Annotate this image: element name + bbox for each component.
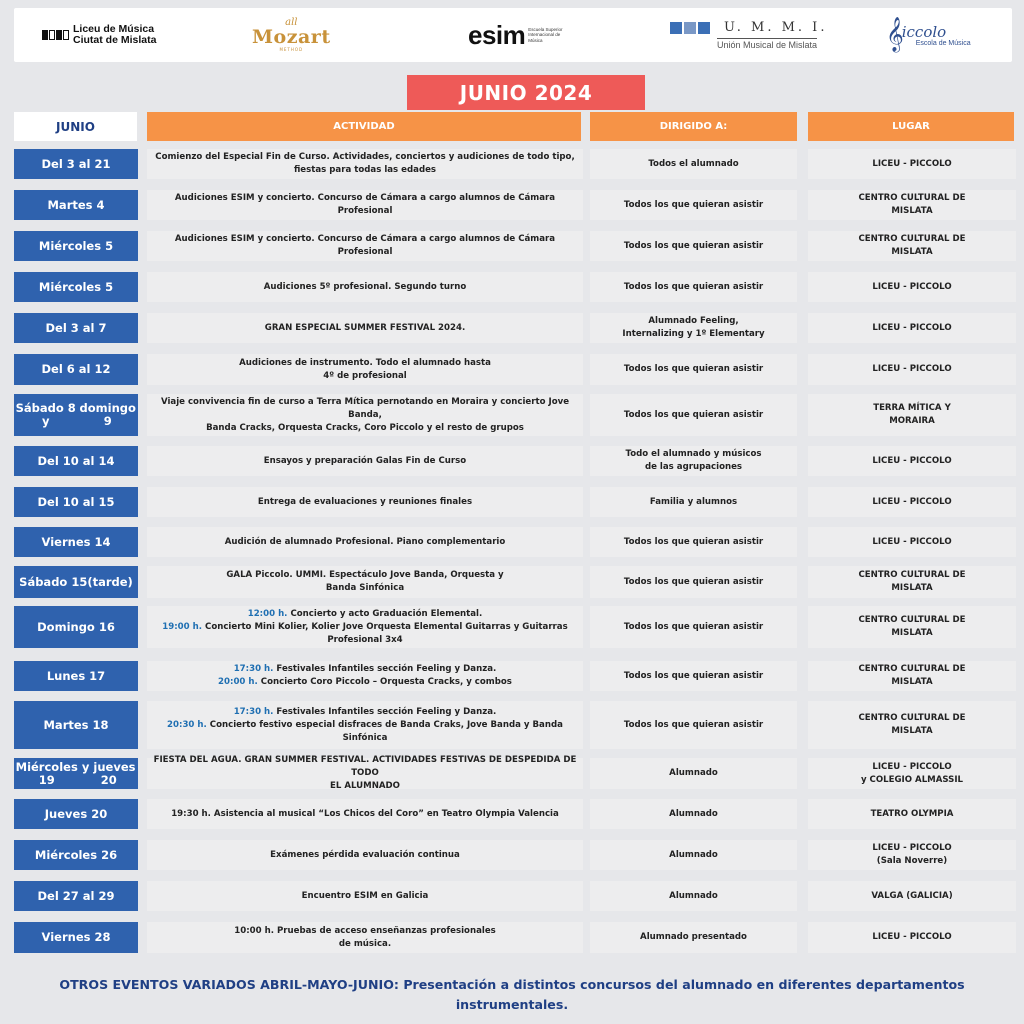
place-text: LICEU - PICCOLO bbox=[872, 322, 952, 333]
audience-text: Todos los que quieran asistir bbox=[623, 670, 764, 681]
place-text: LICEU - PICCOLO bbox=[872, 761, 952, 772]
ummi-logo bbox=[670, 8, 827, 62]
activity-text: GALA Piccolo. UMMI. Espectáculo Jove Banda, Orquesta y bbox=[226, 570, 504, 580]
activity-line bbox=[326, 582, 404, 595]
header-activity: ACTIVIDAD bbox=[147, 112, 581, 141]
header-place: LUGAR bbox=[808, 112, 1014, 141]
piccolo-name: iccolo bbox=[901, 22, 947, 41]
place-text: LICEU - PICCOLO bbox=[872, 536, 952, 547]
activity-text: Concierto Coro Piccolo – Orquesta Cracks, y combos bbox=[257, 677, 512, 687]
mozart-main: Mozart bbox=[252, 25, 331, 48]
place-text: CENTRO CULTURAL DE bbox=[858, 234, 966, 244]
activity-text: 4º de profesional bbox=[323, 370, 407, 381]
audience-text: Todos los que quieran asistir bbox=[623, 576, 764, 587]
place-cell bbox=[808, 840, 1016, 870]
date-cell bbox=[14, 394, 138, 436]
audience-text: Todos los que quieran asistir bbox=[623, 199, 764, 210]
place-text: CENTRO CULTURAL DE bbox=[858, 193, 966, 203]
footer-line2: instrumentales. bbox=[455, 997, 569, 1012]
activity-text: Encuentro ESIM en Galicia bbox=[301, 890, 429, 901]
liceu-line1: Liceu de Música bbox=[73, 23, 155, 35]
activity-line bbox=[327, 634, 402, 647]
activity-line bbox=[147, 719, 583, 745]
activity-cell bbox=[147, 190, 583, 220]
activity-text: Concierto Mini Kolier, Kolier Jove Orquesta Elemental Guitarras y Guitarras bbox=[202, 621, 568, 632]
place-text: LICEU - PICCOLO bbox=[872, 364, 952, 374]
activity-line bbox=[248, 608, 483, 621]
treble-clef-icon: 𝄞 bbox=[886, 17, 904, 52]
activity-cell bbox=[147, 354, 583, 385]
date-line: Domingo 16 bbox=[37, 619, 115, 634]
activity-text: de música. bbox=[338, 938, 392, 949]
date-cell bbox=[14, 313, 138, 343]
activity-line bbox=[147, 233, 583, 259]
esim-sub: Escuela Superior Internacional de Música bbox=[528, 26, 563, 43]
activity-line bbox=[339, 938, 391, 951]
activity-line bbox=[147, 754, 583, 780]
activity-time: 17:30 h. bbox=[233, 664, 274, 674]
date-line: domingo 9 bbox=[79, 401, 136, 428]
activity-text: FIESTA DEL AGUA. GRAN SUMMER FESTIVAL. ACTIVIDADES FESTIVAS DE DESPEDIDA DE TODO bbox=[153, 755, 577, 778]
activity-cell bbox=[147, 446, 583, 476]
footer-note bbox=[20, 975, 1004, 1015]
activity-cell bbox=[147, 701, 583, 749]
audience-text: Todos los que quieran asistir bbox=[623, 240, 764, 251]
activity-cell bbox=[147, 272, 583, 302]
audience-cell bbox=[590, 799, 797, 829]
ummi-sub: Unión Musical de Mislata bbox=[717, 40, 818, 50]
activity-line bbox=[147, 192, 583, 218]
audience-text: Todos los que quieran asistir bbox=[623, 409, 764, 420]
audience-text: Alumnado bbox=[669, 808, 718, 819]
activity-text: Banda Sinfónica bbox=[325, 583, 405, 593]
date-line: Del 10 al 15 bbox=[37, 494, 115, 509]
date-line: Del 10 al 14 bbox=[37, 453, 115, 468]
date-cell bbox=[14, 272, 138, 302]
place-cell bbox=[808, 190, 1016, 220]
place-text: MISLATA bbox=[891, 583, 933, 593]
place-text: CENTRO CULTURAL DE bbox=[858, 570, 966, 580]
date-line: Miércoles 19 bbox=[15, 759, 78, 787]
audience-text: Todos los que quieran asistir bbox=[623, 364, 764, 374]
activity-text: Festivales Infantiles sección Feeling y Danza. bbox=[273, 664, 497, 674]
audience-cell bbox=[590, 272, 797, 302]
date-line: Viernes 14 bbox=[41, 534, 111, 549]
activity-text: GRAN ESPECIAL SUMMER FESTIVAL 2024. bbox=[264, 322, 466, 333]
date-line: y jueves 20 bbox=[81, 759, 136, 787]
activity-text: fiestas para todas las edades bbox=[293, 165, 437, 175]
activity-line bbox=[265, 322, 465, 335]
place-cell bbox=[808, 799, 1016, 829]
piccolo-logo bbox=[886, 8, 971, 62]
activity-line bbox=[239, 357, 491, 370]
activity-line bbox=[323, 370, 406, 383]
place-cell bbox=[808, 922, 1016, 953]
activity-cell bbox=[147, 606, 583, 648]
activity-time: 17:30 h. bbox=[233, 706, 274, 717]
footer-line1: OTROS EVENTOS VARIADOS ABRIL-MAYO-JUNIO: Presentación a distintos concursos del alumnado en diferentes departamentos bbox=[59, 977, 965, 992]
place-text: CENTRO CULTURAL DE bbox=[858, 664, 966, 674]
audience-cell bbox=[590, 881, 797, 911]
activity-cell bbox=[147, 566, 583, 598]
place-cell bbox=[808, 272, 1016, 302]
date-cell bbox=[14, 701, 138, 749]
activity-cell bbox=[147, 661, 583, 691]
place-text: MORAIRA bbox=[889, 416, 935, 426]
activity-line bbox=[234, 663, 497, 676]
place-text: (Sala Noverre) bbox=[876, 856, 948, 866]
date-line: Martes 4 bbox=[47, 197, 105, 212]
place-text: MISLATA bbox=[891, 206, 933, 216]
ummi-mark-icon bbox=[698, 22, 710, 34]
activity-line bbox=[225, 536, 506, 549]
mozart-sub: METHOD bbox=[279, 46, 304, 52]
activity-cell bbox=[147, 313, 583, 343]
place-cell bbox=[808, 149, 1016, 179]
date-cell bbox=[14, 487, 138, 517]
audience-cell bbox=[590, 527, 797, 557]
place-text: VALGA (GALICIA) bbox=[871, 890, 953, 901]
audience-cell bbox=[590, 149, 797, 179]
audience-text: Todos los que quieran asistir bbox=[623, 621, 764, 632]
audience-text: Todos los que quieran asistir bbox=[623, 281, 764, 292]
audience-text: Internalizing y 1º Elementary bbox=[622, 329, 765, 339]
place-cell bbox=[808, 606, 1016, 648]
date-line: Lunes 17 bbox=[46, 668, 106, 683]
place-cell bbox=[808, 758, 1016, 789]
place-text: LICEU - PICCOLO bbox=[872, 932, 952, 942]
date-cell bbox=[14, 799, 138, 829]
activity-line bbox=[155, 151, 574, 164]
place-text: MISLATA bbox=[891, 726, 933, 736]
date-line: Miércoles 26 bbox=[34, 847, 118, 862]
activity-cell bbox=[147, 755, 583, 791]
activity-cell bbox=[147, 799, 583, 829]
activity-text: Exámenes pérdida evaluación continua bbox=[270, 849, 460, 860]
activity-line bbox=[162, 621, 567, 634]
liceu-mark-icon bbox=[42, 30, 69, 40]
place-cell bbox=[808, 881, 1016, 911]
place-text: TERRA MÍTICA Y bbox=[873, 403, 951, 413]
date-line: (tarde) bbox=[87, 574, 133, 589]
audience-text: Todo el alumnado y músicos bbox=[625, 449, 762, 459]
place-text: CENTRO CULTURAL DE bbox=[858, 615, 966, 625]
activity-text: Banda Cracks, Orquesta Cracks, Coro Piccolo y el resto de grupos bbox=[206, 422, 524, 433]
audience-text: Familia y alumnos bbox=[649, 496, 738, 507]
date-line: Sábado 8 y bbox=[15, 401, 76, 428]
activity-time: 20:00 h. bbox=[218, 677, 258, 687]
audience-cell bbox=[590, 354, 797, 385]
audience-cell bbox=[590, 701, 797, 749]
header-audience: DIRIGIDO A: bbox=[590, 112, 797, 141]
logo-bar bbox=[14, 8, 1012, 62]
audience-cell bbox=[590, 487, 797, 517]
activity-cell bbox=[147, 840, 583, 870]
activity-text: EL ALUMNADO bbox=[330, 781, 400, 791]
activity-line bbox=[147, 396, 583, 422]
place-text: TEATRO OLYMPIA bbox=[870, 808, 954, 819]
date-line: Viernes 28 bbox=[41, 930, 111, 944]
place-text: y COLEGIO ALMASSIL bbox=[860, 774, 964, 785]
place-text: LICEU - PICCOLO bbox=[872, 158, 952, 169]
ummi-mark-icon bbox=[670, 22, 682, 34]
date-line: Sábado 15 bbox=[19, 574, 88, 589]
activity-text: Ensayos y preparación Galas Fin de Curso bbox=[263, 455, 467, 466]
activity-cell bbox=[147, 231, 583, 261]
activity-time: 19:00 h. bbox=[162, 621, 203, 632]
audience-cell bbox=[590, 394, 797, 436]
audience-cell bbox=[590, 446, 797, 476]
activity-line bbox=[218, 676, 512, 689]
activity-text: Audición de alumnado Profesional. Piano complementario bbox=[224, 536, 506, 547]
activity-text: Audiciones de instrumento. Todo el alumnado hasta bbox=[239, 357, 491, 368]
audience-cell bbox=[590, 606, 797, 648]
audience-text: de las agrupaciones bbox=[644, 462, 743, 472]
audience-cell bbox=[590, 840, 797, 870]
date-cell bbox=[14, 231, 138, 261]
piccolo-sub: Escola de Música bbox=[915, 39, 971, 47]
place-cell bbox=[808, 527, 1016, 557]
activity-text: Comienzo del Especial Fin de Curso. Actividades, conciertos y audiciones de todo tipo, bbox=[155, 152, 575, 162]
date-cell bbox=[14, 922, 138, 953]
ummi-mark-icon bbox=[684, 22, 696, 34]
activity-cell bbox=[147, 487, 583, 517]
place-cell bbox=[808, 354, 1016, 385]
place-text: LICEU - PICCOLO bbox=[872, 455, 952, 466]
activity-cell bbox=[147, 922, 583, 953]
activity-time: 20:30 h. bbox=[167, 719, 207, 730]
activity-line bbox=[264, 455, 466, 468]
activity-line bbox=[330, 780, 400, 793]
date-cell bbox=[14, 527, 138, 557]
activity-cell bbox=[147, 394, 583, 436]
activity-line bbox=[226, 569, 503, 582]
place-cell bbox=[808, 394, 1016, 436]
place-cell bbox=[808, 487, 1016, 517]
date-cell bbox=[14, 661, 138, 691]
activity-text: Audiciones ESIM y concierto. Concurso de Cámara a cargo alumnos de Cámara Profesional bbox=[174, 193, 556, 216]
place-cell bbox=[808, 661, 1016, 691]
place-text: MISLATA bbox=[891, 677, 933, 687]
place-cell bbox=[808, 566, 1016, 598]
activity-text: Viaje convivencia fin de curso a Terra Mítica pernotando en Moraira y concierto Jove Banda, bbox=[160, 396, 570, 420]
date-cell bbox=[14, 190, 138, 220]
audience-text: Alumnado bbox=[669, 768, 718, 778]
audience-cell bbox=[590, 313, 797, 343]
place-text: LICEU - PICCOLO bbox=[872, 281, 952, 292]
liceu-line2: Ciutat de Mislata bbox=[73, 34, 157, 46]
date-line: Miércoles 5 bbox=[38, 238, 114, 253]
place-cell bbox=[808, 446, 1016, 476]
activity-cell bbox=[147, 527, 583, 557]
liceu-logo bbox=[42, 8, 156, 62]
activity-text: Concierto y acto Graduación Elemental. bbox=[287, 608, 483, 619]
activity-line bbox=[302, 890, 429, 903]
audience-cell bbox=[590, 231, 797, 261]
place-cell bbox=[808, 701, 1016, 749]
activity-line bbox=[206, 422, 524, 435]
activity-line bbox=[258, 496, 472, 509]
activity-text: Profesional 3x4 bbox=[327, 634, 403, 645]
audience-text: Todos los que quieran asistir bbox=[623, 536, 764, 547]
audience-text: Todos el alumnado bbox=[648, 158, 739, 169]
audience-text: Alumnado bbox=[669, 849, 718, 860]
activity-text: Audiciones 5º profesional. Segundo turno bbox=[263, 281, 467, 292]
audience-text: Alumnado presentado bbox=[640, 932, 747, 942]
activity-cell bbox=[147, 881, 583, 911]
month-title: JUNIO 2024 bbox=[407, 75, 645, 110]
activity-text: Festivales Infantiles sección Feeling y Danza. bbox=[273, 706, 497, 717]
audience-cell bbox=[590, 758, 797, 789]
date-line: Del 27 al 29 bbox=[37, 888, 115, 903]
activity-cell bbox=[147, 149, 583, 179]
activity-text: Concierto festivo especial disfraces de Banda Craks, Jove Banda y Banda Sinfónica bbox=[206, 719, 563, 743]
activity-text: 19:30 h. Asistencia al musical “Los Chicos del Coro” en Teatro Olympia Valencia bbox=[171, 808, 559, 819]
activity-text: Entrega de evaluaciones y reuniones finales bbox=[257, 496, 473, 507]
audience-text: Alumnado Feeling, bbox=[648, 316, 739, 326]
date-line: Del 3 al 21 bbox=[41, 156, 111, 171]
audience-cell bbox=[590, 566, 797, 598]
date-line: Miércoles 5 bbox=[38, 279, 114, 294]
date-cell bbox=[14, 149, 138, 179]
place-text: CENTRO CULTURAL DE bbox=[858, 713, 966, 723]
header-month: JUNIO bbox=[14, 112, 137, 141]
activity-line bbox=[234, 706, 497, 719]
place-text: MISLATA bbox=[891, 247, 933, 257]
place-cell bbox=[808, 231, 1016, 261]
date-line: Martes 18 bbox=[43, 717, 109, 732]
place-cell bbox=[808, 313, 1016, 343]
activity-line bbox=[270, 849, 460, 862]
place-text: LICEU - PICCOLO bbox=[872, 496, 952, 507]
audience-cell bbox=[590, 661, 797, 691]
place-text: MISLATA bbox=[891, 628, 933, 638]
activity-line bbox=[264, 281, 467, 294]
activity-time: 12:00 h. bbox=[247, 608, 288, 619]
mozart-logo bbox=[252, 8, 331, 62]
mozart-top: all bbox=[285, 16, 298, 28]
date-line: Del 3 al 7 bbox=[45, 320, 107, 335]
date-cell bbox=[14, 606, 138, 648]
activity-text: 10:00 h. Pruebas de acceso enseñanzas profesionales bbox=[234, 925, 496, 936]
audience-cell bbox=[590, 922, 797, 953]
activity-line bbox=[234, 925, 496, 938]
date-cell bbox=[14, 881, 138, 911]
esim-word: esim bbox=[468, 19, 526, 50]
date-cell bbox=[14, 354, 138, 385]
date-cell bbox=[14, 840, 138, 870]
date-line: Del 6 al 12 bbox=[41, 362, 111, 376]
activity-text: Audiciones ESIM y concierto. Concurso de Cámara a cargo alumnos de Cámara Profesional bbox=[174, 234, 556, 257]
date-line: Jueves 20 bbox=[44, 806, 108, 821]
audience-text: Todos los que quieran asistir bbox=[623, 719, 764, 730]
esim-logo bbox=[468, 8, 572, 62]
activity-line bbox=[171, 808, 559, 821]
activity-line bbox=[294, 164, 436, 177]
audience-text: Alumnado bbox=[669, 890, 718, 901]
date-cell bbox=[14, 758, 138, 789]
date-cell bbox=[14, 566, 138, 598]
audience-cell bbox=[590, 190, 797, 220]
date-cell bbox=[14, 446, 138, 476]
ummi-name: U. M. M. I. bbox=[724, 20, 828, 35]
place-text: LICEU - PICCOLO bbox=[872, 843, 952, 853]
